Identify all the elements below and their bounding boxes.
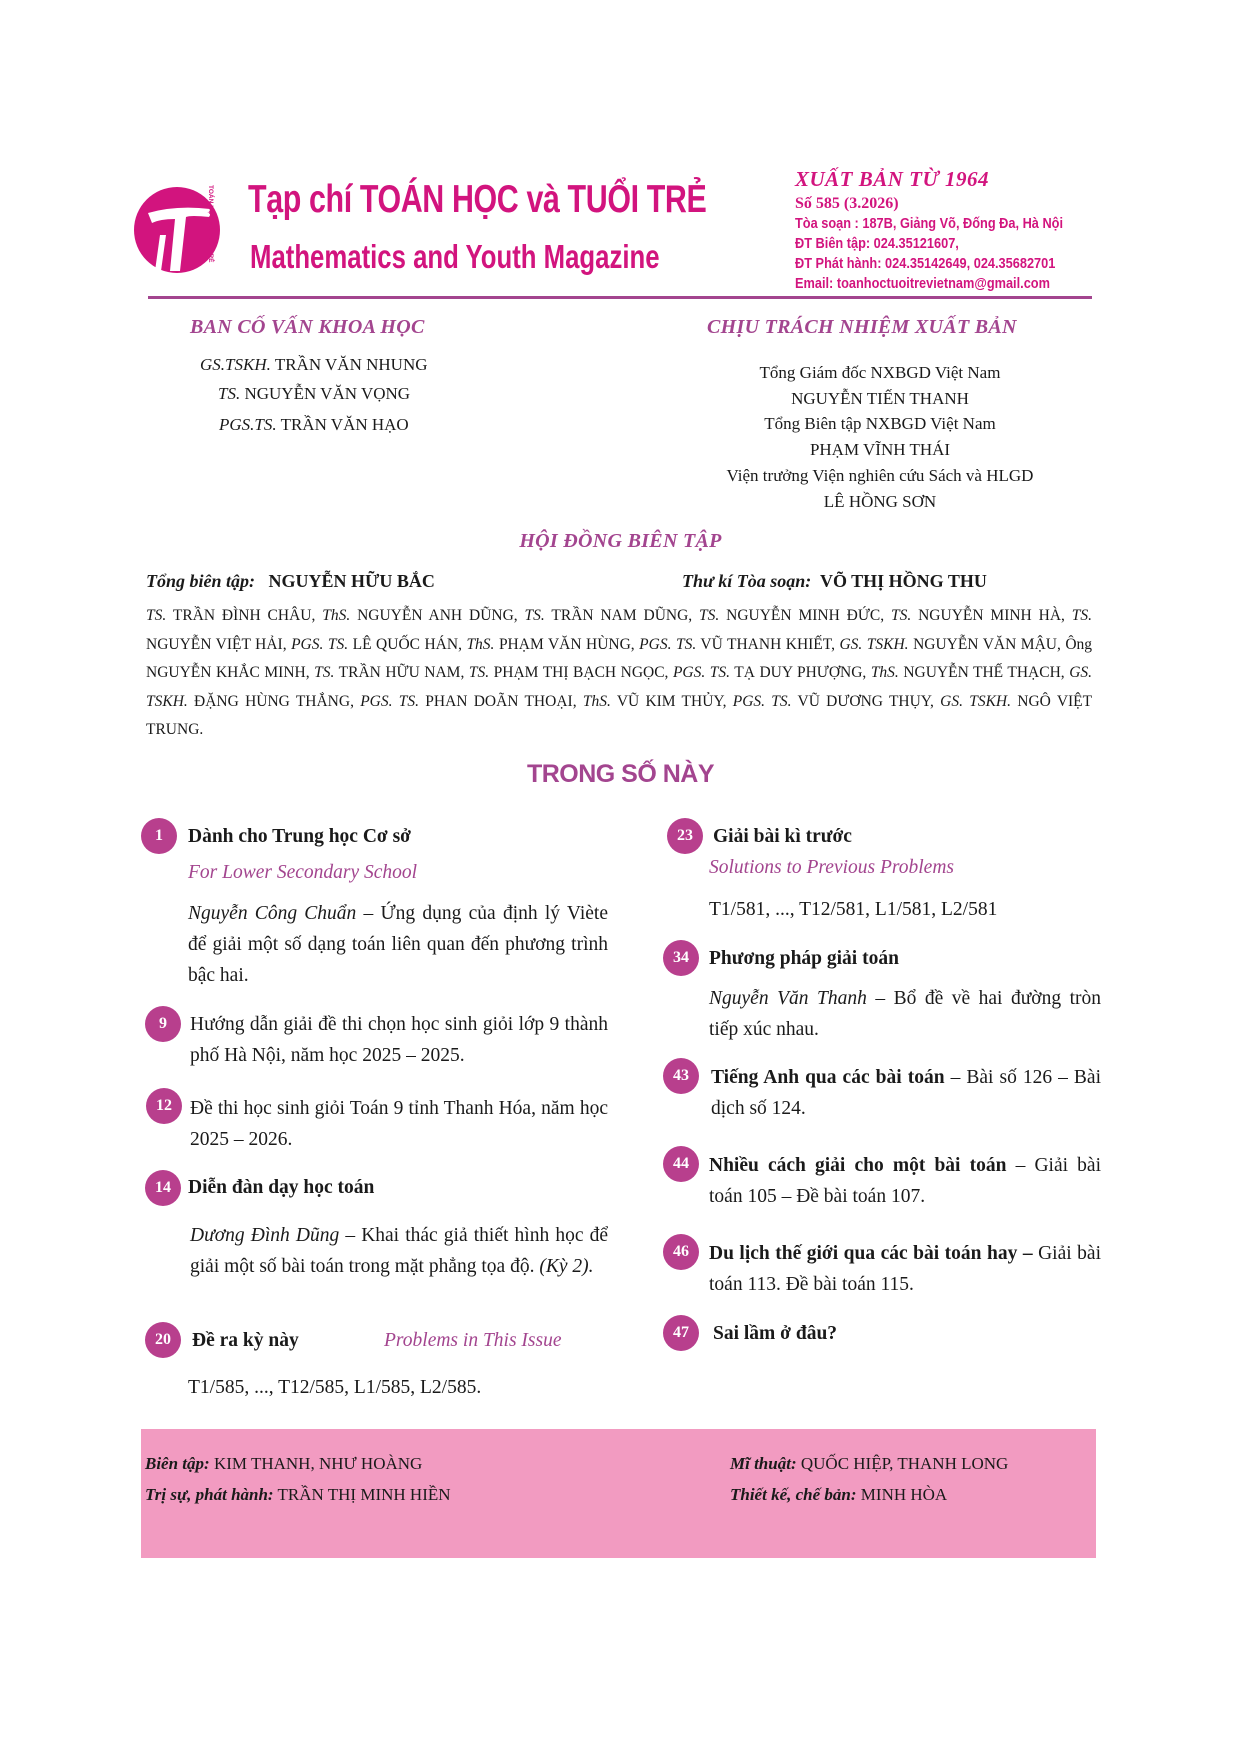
article-title: Du lịch thế giới qua các bài toán hay – xyxy=(709,1243,1033,1264)
page-badge-44: 44 xyxy=(663,1146,699,1182)
page-badge-1: 1 xyxy=(141,818,177,854)
board-member xyxy=(146,607,311,624)
member-degree: TS. xyxy=(146,607,167,624)
member-name: Ông NGUYỄN KHẮC MINH xyxy=(146,635,1093,681)
member-name: PHẠM THỊ BẠCH NGỌC xyxy=(493,664,665,681)
contents-item-text xyxy=(188,898,608,991)
chief-label: Tổng biên tập: xyxy=(146,571,256,591)
chief-name: NGUYỄN HỮU BẮC xyxy=(268,571,435,591)
contents-item-text[interactable]: Hướng dẫn giải đề thi chọn học sinh giỏi lớp 9 thành phố Hà Nội, năm học 2025 – 2025. xyxy=(190,1014,608,1066)
contents-item-title[interactable]: Phương pháp giải toán xyxy=(709,948,899,969)
office-address: Tòa soạn : 187B, Giảng Võ, Đống Đa, Hà Nội xyxy=(795,216,1064,232)
admin-credit xyxy=(145,1485,451,1505)
member-degree: TS. xyxy=(699,607,720,624)
member-degree: PGS. TS. xyxy=(732,692,792,710)
credit-value: QUỐC HIỆP, THANH LONG xyxy=(796,1454,1009,1473)
article-title: Nhiều cách giải cho một bài toán xyxy=(709,1155,1007,1176)
member-degree: GS. TSKH. xyxy=(839,635,909,653)
member-degree: TS. xyxy=(314,664,335,681)
responsible-list xyxy=(700,360,1060,514)
design-credit xyxy=(730,1485,947,1505)
page-badge-43: 43 xyxy=(663,1058,699,1094)
advisor-name: NGUYỄN VĂN VỌNG xyxy=(244,384,411,403)
contents-title: TRONG SỐ NÀY xyxy=(526,760,715,788)
board-member xyxy=(871,664,1061,681)
board-member xyxy=(469,664,665,681)
member-degree: TS. xyxy=(468,664,490,681)
member-degree: PGS. TS. xyxy=(639,635,697,653)
member-name: NGUYỄN ANH DŨNG xyxy=(357,607,514,624)
responsible-line: Tổng Giám đốc NXBGD Việt Nam xyxy=(759,363,1001,382)
contents-item-text[interactable] xyxy=(711,1062,1101,1124)
board-member xyxy=(314,664,460,681)
member-degree: PGS. TS. xyxy=(291,635,349,653)
member-degree: TS. xyxy=(524,607,545,624)
board-member xyxy=(891,607,1061,624)
contents-item-title[interactable]: Giải bài kì trước xyxy=(713,826,852,847)
editors-credit xyxy=(145,1454,422,1474)
editorial-phone: ĐT Biên tập: 024.35121607, xyxy=(795,236,959,252)
board-member xyxy=(839,636,1057,653)
contents-item-title[interactable]: Diễn đàn dạy học toán xyxy=(188,1177,375,1198)
board-member xyxy=(673,664,862,681)
masthead-english: Mathematics and Youth Magazine xyxy=(250,238,660,275)
secretary-name: VÕ THỊ HỒNG THU xyxy=(819,571,987,591)
responsible-line: Viện trưởng Viện nghiên cứu Sách và HLGD xyxy=(726,465,1034,485)
member-degree: TS. xyxy=(1071,607,1093,624)
member-degree: ThS. xyxy=(322,607,351,624)
secretary-label: Thư kí Tòa soạn: xyxy=(682,571,812,591)
article-title: – Ứng dụng của định lý Viète để giải một số dạng toán liên quan đến phương trình bậc hai. xyxy=(188,903,608,986)
contents-item-subtitle: For Lower Secondary School xyxy=(188,862,418,883)
board-member xyxy=(466,636,630,653)
board-member xyxy=(525,607,689,624)
magazine-logo xyxy=(130,175,222,285)
advisors-title: BAN CỐ VẤN KHOA HỌC xyxy=(190,316,425,338)
article-author: Dương Đình Dũng xyxy=(190,1225,340,1246)
credit-label: Biên tập: xyxy=(145,1454,210,1473)
board-member xyxy=(699,607,880,624)
board-member xyxy=(639,636,831,653)
header-divider xyxy=(148,296,1092,299)
member-name: LÊ QUỐC HÁN xyxy=(352,635,459,653)
member-name: NGUYỄN THẾ THẠCH xyxy=(903,664,1061,681)
article-detail: – Bài số 126 – Bài dịch số 124. xyxy=(711,1067,1101,1119)
contents-item-title[interactable]: Dành cho Trung học Cơ sở xyxy=(188,826,411,847)
contents-item-text[interactable] xyxy=(709,1150,1101,1212)
member-name: NGUYỄN MINH ĐỨC xyxy=(726,607,881,624)
member-degree: PGS. TS. xyxy=(360,692,419,710)
advisor-3 xyxy=(219,415,409,435)
member-name: NGUYỄN VĂN MẬU xyxy=(913,635,1057,653)
member-name: ĐẶNG HÙNG THẮNG xyxy=(194,692,351,710)
member-degree: ThS. xyxy=(466,635,495,653)
member-name: TẠ DUY PHƯỢNG xyxy=(734,664,863,681)
page-badge-46: 46 xyxy=(663,1234,699,1270)
advisor-degree: TS. xyxy=(218,384,241,403)
article-note: (Kỳ 2). xyxy=(539,1256,594,1277)
responsible-line: NGUYỄN TIẾN THANH xyxy=(791,388,969,408)
advisor-degree: PGS.TS. xyxy=(219,415,277,434)
member-name: NGUYỄN MINH HÀ xyxy=(918,607,1062,624)
member-name: PHAN DOÃN THOẠI xyxy=(425,692,573,710)
credit-value: TRẦN THỊ MINH HIỀN xyxy=(273,1485,451,1504)
advisor-1 xyxy=(200,355,428,375)
member-name: NGUYỄN VIỆT HẢI xyxy=(146,635,283,653)
page-badge-9: 9 xyxy=(145,1006,181,1042)
board-member xyxy=(733,693,930,710)
published-since: XUẤT BẢN TỪ 1964 xyxy=(795,167,990,191)
member-name: PHẠM VĂN HÙNG xyxy=(498,635,631,653)
editor-in-chief xyxy=(146,571,435,592)
art-credit xyxy=(730,1454,1008,1474)
responsible-line: LÊ HỒNG SƠN xyxy=(823,491,937,511)
article-author: Nguyễn Công Chuẩn xyxy=(188,903,357,924)
article-title: – Bổ đề về hai đường tròn tiếp xúc nhau. xyxy=(709,988,1101,1040)
credit-value: KIM THANH, NHƯ HOÀNG xyxy=(209,1454,423,1473)
contents-item-title[interactable]: Sai lầm ở đâu? xyxy=(713,1323,838,1344)
credit-label: Thiết kế, chế bản: xyxy=(730,1485,857,1504)
responsible-line: Tổng Biên tập NXBGD Việt Nam xyxy=(764,414,996,434)
issue-number: Số 585 (3.2026) xyxy=(795,195,899,212)
advisor-2 xyxy=(218,384,410,404)
credit-label: Mĩ thuật: xyxy=(730,1454,797,1473)
contents-item-text xyxy=(709,983,1101,1045)
contents-item-subtitle: Problems in This Issue xyxy=(384,1330,562,1351)
contents-item-title[interactable]: Đề ra kỳ này xyxy=(192,1330,299,1351)
distribution-phone: ĐT Phát hành: 024.35142649, 024.35682701 xyxy=(795,256,1056,272)
advisor-name: TRẦN VĂN NHUNG xyxy=(274,355,428,374)
member-name: TRẦN NAM DŨNG xyxy=(551,607,689,624)
responsible-line: PHẠM VĨNH THÁI xyxy=(809,440,951,460)
member-name: TRẦN HỮU NAM xyxy=(338,664,461,681)
article-detail: – Giải bài toán 105 – Đề bài toán 107. xyxy=(709,1155,1101,1207)
article-author: Nguyễn Văn Thanh xyxy=(709,988,867,1009)
page-badge-47: 47 xyxy=(663,1315,699,1351)
office-secretary xyxy=(682,571,987,592)
masthead-vietnamese: Tạp chí TOÁN HỌC và TUỔI TRẺ xyxy=(248,178,707,221)
contents-item-text: T1/585, ..., T12/585, L1/585, L2/585. xyxy=(188,1377,482,1398)
contents-item-text: T1/581, ..., T12/581, L1/581, L2/581 xyxy=(709,899,998,920)
page-badge-14: 14 xyxy=(145,1170,181,1206)
advisor-name: TRẦN VĂN HẠO xyxy=(280,415,409,434)
member-degree: ThS. xyxy=(582,692,611,710)
responsible-title: CHỊU TRÁCH NHIỆM XUẤT BẢN xyxy=(707,316,1017,338)
member-degree: GS. TSKH. xyxy=(940,692,1011,710)
member-degree: PGS. TS. xyxy=(672,664,731,681)
page-badge-20: 20 xyxy=(145,1322,181,1358)
credit-label: Trị sự, phát hành: xyxy=(145,1485,274,1504)
credits-footer xyxy=(141,1429,1096,1558)
member-degree: TS. xyxy=(890,607,912,624)
logo-ring-text: TOÁN HỌC VÀ TUỔI TRẺ xyxy=(207,185,214,263)
member-name: VŨ DƯƠNG THỤY xyxy=(797,692,930,710)
contents-item-subtitle: Solutions to Previous Problems xyxy=(709,857,954,878)
member-name: TRẦN ĐÌNH CHÂU xyxy=(172,607,312,624)
page-badge-34: 34 xyxy=(663,940,699,976)
board-members: TS. TRẦN ĐÌNH CHÂU, ThS. NGUYỄN ANH DŨNG, TS. TRẦN NAM DŨNG, TS. NGUYỄN MINH ĐỨC, TS. NGUYỄN MINH HÀ, TS. NGUYỄN VIỆT HẢI, PGS. TS. LÊ QUỐC HÁN, ThS. PHẠM VĂN HÙNG, PGS. TS. VŨ THANH KHIẾT, GS. TSKH. NGUYỄN VĂN MẬU, Ông NGUYỄN KHẮC MINH, TS. TRẦN HỮU NAM, TS. PHẠM THỊ BẠCH NGỌC, PGS. TS. TẠ DUY PHƯỢNG, ThS. NGUYỄN THẾ THẠCH, GS. TSKH. ĐẶNG HÙNG THẮNG, PGS. TS. PHAN DOÃN THOẠI, ThS. VŨ KIM THỦY, PGS. TS. VŨ DƯƠNG THỤY, GS. TSKH. NGÔ VIỆT TRUNG. xyxy=(146,607,1093,738)
page-badge-12: 12 xyxy=(146,1088,182,1124)
member-name: VŨ KIM THỦY xyxy=(616,692,723,710)
member-degree: ThS. xyxy=(870,664,899,681)
board-title: HỘI ĐỒNG BIÊN TẬP xyxy=(519,530,722,552)
email-address: Email: toanhoctuoitrevietnam@gmail.com xyxy=(795,276,1050,292)
page-badge-23: 23 xyxy=(667,818,703,854)
member-name: VŨ THANH KHIẾT xyxy=(700,635,832,653)
contents-item-text xyxy=(190,1220,608,1282)
contents-item-text[interactable] xyxy=(709,1238,1101,1300)
contents-item-text[interactable]: Đề thi học sinh giỏi Toán 9 tỉnh Thanh Hóa, năm học 2025 – 2026. xyxy=(190,1098,608,1150)
member-degree: GS. TSKH. xyxy=(146,664,1093,710)
credit-value: MINH HÒA xyxy=(856,1485,948,1504)
article-title: Tiếng Anh qua các bài toán xyxy=(711,1067,945,1088)
board-member xyxy=(583,693,723,710)
member-name: NGÔ VIỆT TRUNG. xyxy=(146,692,1093,738)
article-detail: Giải bài toán 113. Đề bài toán 115. xyxy=(709,1243,1101,1295)
article-title: – Khai thác giả thiết hình học để giải một số bài toán trong mặt phẳng tọa độ. xyxy=(190,1225,608,1277)
board-member xyxy=(291,636,458,653)
advisor-degree: GS.TSKH. xyxy=(200,355,271,374)
board-member xyxy=(322,607,514,624)
board-member xyxy=(360,693,572,710)
publication-info xyxy=(795,167,1115,294)
